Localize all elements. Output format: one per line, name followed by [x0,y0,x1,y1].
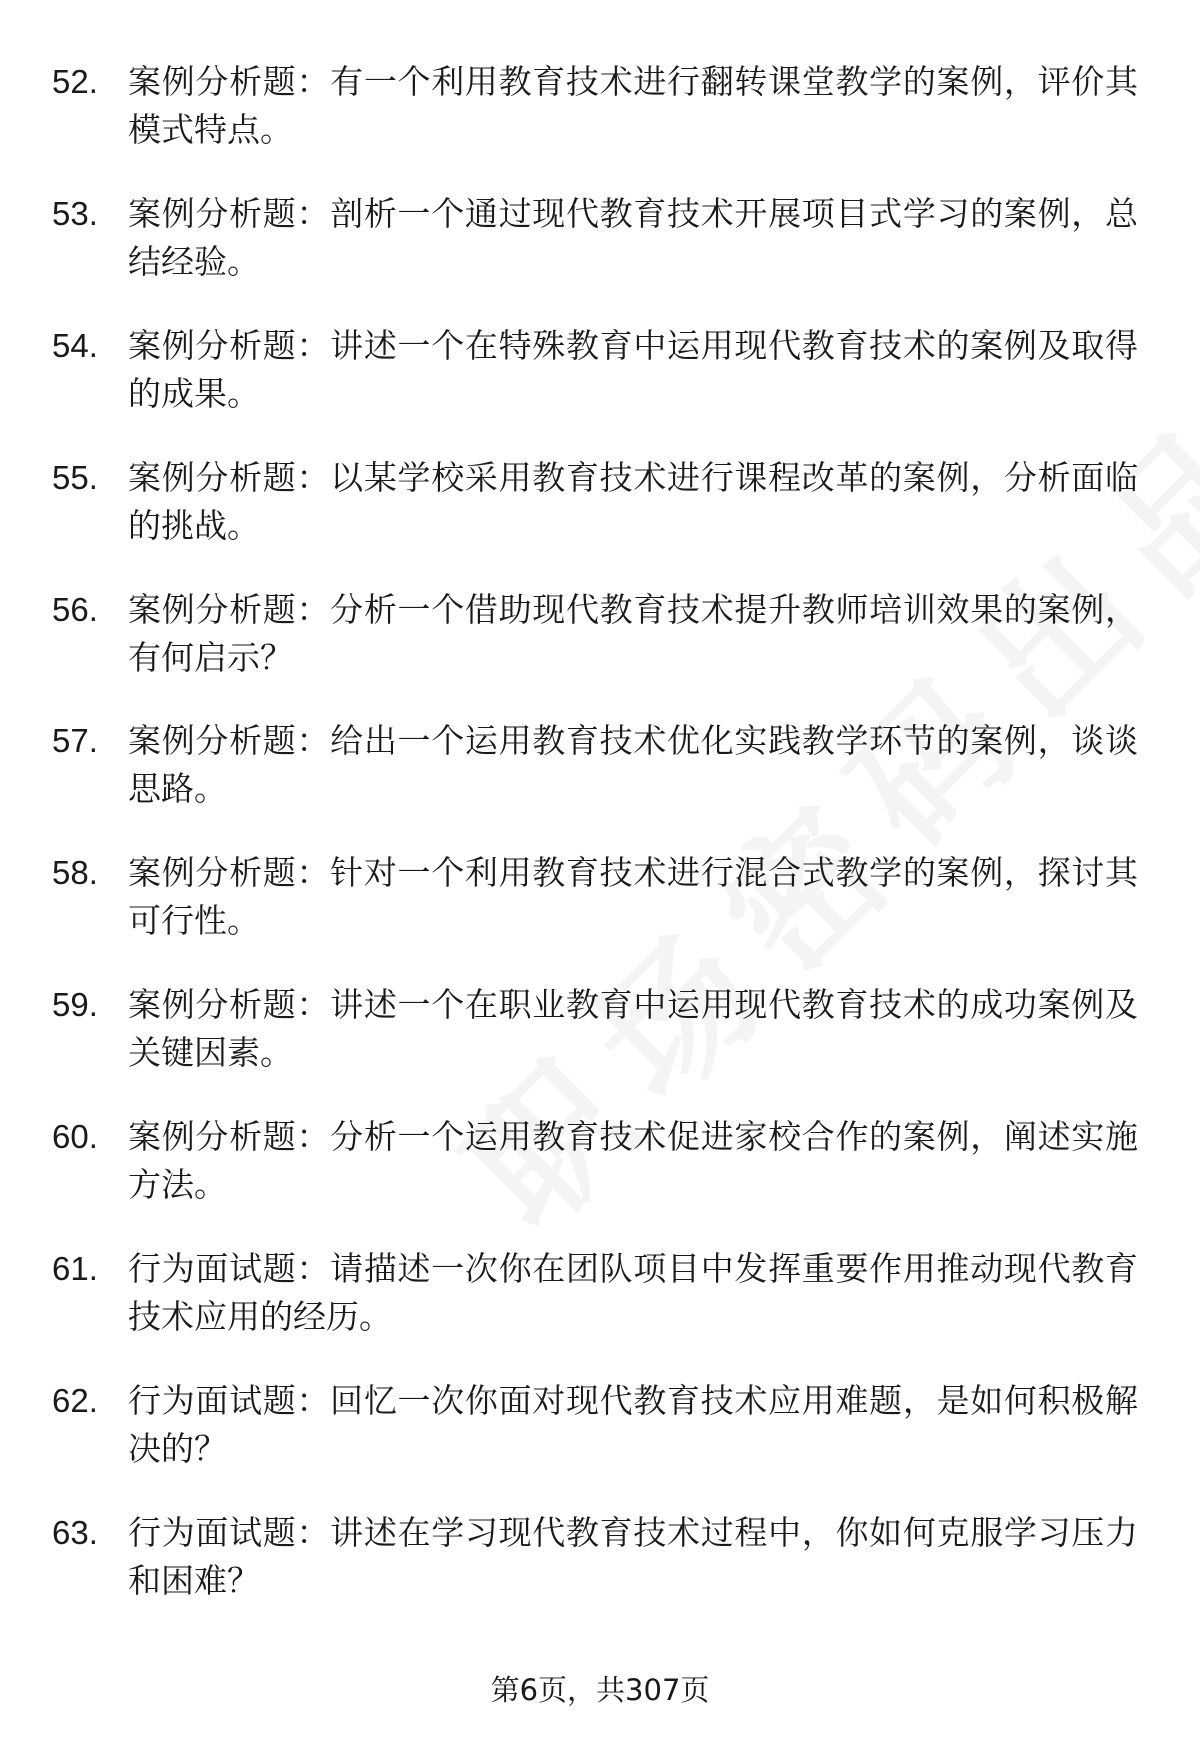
question-number: 55. [52,458,98,496]
question-item [0,1377,1200,1509]
question-number: 58. [52,854,98,892]
question-list [0,58,1200,1641]
question-number: 59. [52,986,98,1024]
question-text: 案例分析题：以某学校采用教育技术进行课程改革的案例，分析面临的挑战。 [128,457,1138,545]
question-item [0,717,1200,849]
question-text: 行为面试题：请描述一次你在团队项目中发挥重要作用推动现代教育技术应用的经历。 [128,1249,1138,1337]
question-number: 62. [52,1381,98,1419]
question-number: 56. [52,590,98,628]
question-text: 案例分析题：讲述一个在特殊教育中运用现代教育技术的案例及取得的成果。 [128,325,1138,413]
question-text: 案例分析题：给出一个运用教育技术优化实践教学环节的案例，谈谈思路。 [128,721,1138,809]
question-number: 60. [52,1118,98,1156]
question-item [0,322,1200,454]
question-item [0,849,1200,981]
question-item [0,981,1200,1113]
question-item [0,190,1200,322]
question-text: 案例分析题：针对一个利用教育技术进行混合式教学的案例，探讨其可行性。 [128,853,1138,941]
question-text: 案例分析题：分析一个借助现代教育技术提升教师培训效果的案例，有何启示？ [128,589,1138,677]
question-number: 53. [52,194,98,232]
question-item [0,58,1200,190]
question-item [0,454,1200,586]
question-number: 63. [52,1513,98,1551]
question-item [0,1113,1200,1245]
question-text: 案例分析题：分析一个运用教育技术促进家校合作的案例，阐述实施方法。 [128,1117,1138,1205]
question-number: 61. [52,1250,98,1288]
question-text: 案例分析题：剖析一个通过现代教育技术开展项目式学习的案例，总结经验。 [128,193,1138,281]
question-item [0,586,1200,718]
question-number: 57. [52,722,98,760]
question-text: 案例分析题：有一个利用教育技术进行翻转课堂教学的案例，评价其模式特点。 [128,62,1138,149]
question-text: 案例分析题：讲述一个在职业教育中运用现代教育技术的成功案例及关键因素。 [128,985,1138,1073]
question-text: 行为面试题：讲述在学习现代教育技术过程中，你如何克服学习压力和困难？ [128,1512,1138,1600]
question-number: 54. [52,326,98,364]
question-text: 行为面试题：回忆一次你面对现代教育技术应用难题，是如何积极解决的？ [128,1380,1138,1468]
question-item [0,1509,1200,1641]
page-footer: 第6页，共307页 [490,1673,710,1707]
question-item [0,1245,1200,1377]
question-number: 52. [52,63,98,100]
